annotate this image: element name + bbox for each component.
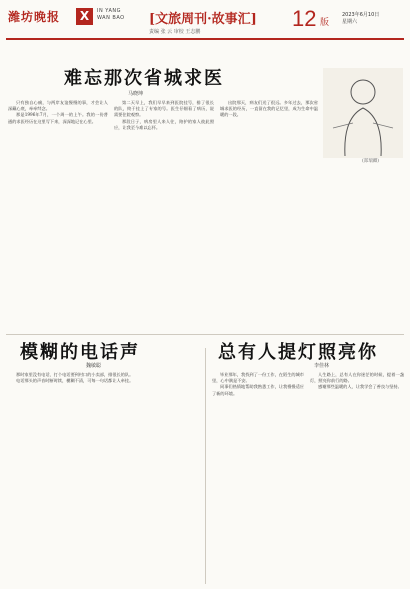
- paragraph: 那段日子，病房里人来人往，陪护的家人彼此照应，让我至今难以忘怀。: [114, 118, 214, 130]
- logo-x-mark: X: [76, 8, 93, 25]
- editors-line: 责编 张 云 审校 王志鹏: [149, 29, 201, 35]
- article-1-column-3: [220, 100, 318, 330]
- date-line-2: 星期六: [342, 19, 358, 25]
- page-number: 12: [292, 6, 317, 31]
- masthead: [6, 6, 404, 40]
- paragraph: 同事们热情地帮助我熟悉工作，让我慢慢适应了新的环境。: [212, 384, 304, 396]
- article-3-column-2: [310, 372, 404, 584]
- paragraph: 出院那天，病友们送了很远。多年过去，那次省城求医的经历，一直留在我的记忆里，成为生命中温暖的一段。: [220, 100, 318, 118]
- paragraph: 感谢那些温暖的人，让我学会了善良与坚持。: [318, 384, 402, 390]
- paragraph: 第二天早上，我们早早来到医院挂号，排了很长的队，终于挂上了专家的号。医生仔细看了病历，说需要住院观察。: [114, 100, 214, 118]
- article-2-byline: 魏敏聪: [86, 363, 102, 369]
- column-divider: [205, 348, 206, 584]
- issue-date: [342, 12, 379, 26]
- header-rule: [6, 38, 404, 40]
- article-2-title: 模糊的电话声: [20, 342, 140, 363]
- illustration-caption: (郑瑞卿): [362, 159, 380, 164]
- article-1-column-2: [114, 100, 214, 330]
- paragraph: 人生路上，总有人在你迷茫的时候，提着一盏灯，照亮你前行的路。: [310, 372, 404, 384]
- article-1-title: 难忘那次省城求医: [64, 68, 224, 89]
- logo-pinyin: [97, 8, 125, 22]
- paragraph: 电话那头的声音时断时续，模糊不清，可每一句话都让人牵挂。: [16, 378, 134, 384]
- article-1-column-1: [8, 100, 108, 330]
- pinyin-line-1: IN YANG: [97, 8, 122, 14]
- article-3-column-1: [212, 372, 304, 584]
- article-1-byline: 马晓坤: [128, 91, 144, 97]
- article-2-column: [8, 372, 200, 584]
- section-divider: [6, 334, 404, 335]
- page-word: 版: [320, 18, 330, 28]
- article-3-title: 总有人提灯照亮你: [218, 342, 378, 363]
- section-title: [文旅周刊·故事汇]: [149, 12, 257, 27]
- paragraph: 那是1996年7月，一个周一的上午。我的一份普通的求医经历在这里写下来，深深地记在心里。: [8, 112, 108, 124]
- newspaper-logo: 潍坊晚报: [8, 10, 61, 24]
- article-1-column-4: [323, 166, 403, 330]
- article-illustration: [323, 68, 403, 158]
- date-line-1: 2023年6月10日: [342, 12, 380, 18]
- paragraph: 毕业那年，我找到了一份工作，在陌生的城市里，心中满是不安。: [212, 372, 304, 384]
- article-3-byline: 李佳林: [314, 363, 330, 369]
- paragraph: 只有独自心痛，与两岸友谊慢慢的事，才会让人深藏心底，牵牵绊念。: [8, 100, 108, 112]
- paragraph: 那时家里没有电话，打个电话要到村口的小卖部，排很长的队。: [16, 372, 134, 377]
- pinyin-line-2: WAN BAO: [97, 15, 125, 21]
